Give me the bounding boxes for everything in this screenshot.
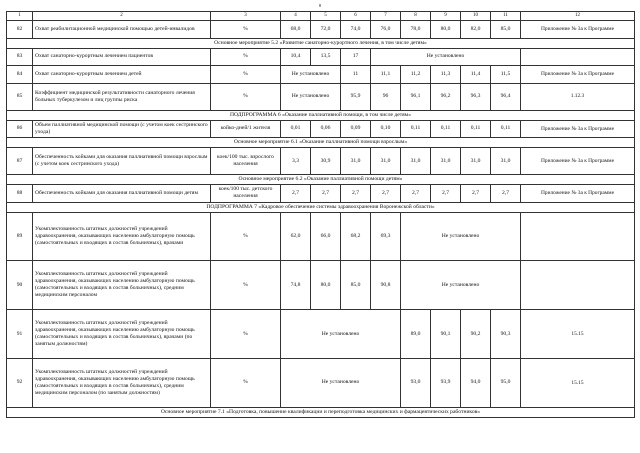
value-cell: 3,3 [281, 148, 311, 175]
section-row [7, 174, 635, 184]
section-row [7, 38, 635, 48]
value-cell: 2,7 [281, 184, 311, 202]
value-cell: 78,0 [401, 20, 431, 38]
value-cell: 0,01 [281, 120, 311, 138]
not-established-note: Не установлено [281, 84, 341, 111]
not-established-note: Не установлено [281, 66, 341, 84]
row-number: 91 [7, 310, 33, 359]
value-cell: 11,1 [371, 66, 401, 84]
indicator-name: Укомплектованность штатных должностей учреждений здравоохранения, оказывающих населению амбулаторную помощь (самостоятельных и входящих в состав больничных), средним медицинским персоналом (по занятым должностям) [33, 358, 211, 407]
indicator-name: Обеспеченность койками для оказания паллиативной помощи детям [33, 184, 211, 202]
header-cell: 1 [7, 12, 33, 21]
value-cell: 95,9 [341, 84, 371, 111]
indicator-name: Коэффициент медицинской результативности санаторного лечения больных туберкулезом и лиц группы риска [33, 84, 211, 111]
value-cell: 74,8 [281, 261, 311, 310]
row-number: 84 [7, 66, 33, 84]
value-cell: 2,7 [311, 184, 341, 202]
value-cell: 11,4 [461, 66, 491, 84]
row-number: 89 [7, 212, 33, 261]
value-cell: 2,7 [461, 184, 491, 202]
value-cell: 31,0 [431, 148, 461, 175]
value-cell: 0,06 [311, 120, 341, 138]
value-cell: 96,3 [461, 84, 491, 111]
value-cell: 0,11 [461, 120, 491, 138]
reference-cell: Приложение № 3а к Программе [521, 20, 635, 38]
row-number: 82 [7, 20, 33, 38]
value-cell: 0,11 [401, 120, 431, 138]
value-cell: 68,0 [281, 20, 311, 38]
indicator-name: Укомплектованность штатных должностей учреждений здравоохранения, оказывающих населению амбулаторную помощь (самостоятельных и входящих в состав больничных), врачами [33, 212, 211, 261]
section-title: Основное мероприятие 6.2 «Оказание паллиативной помощи детям» [7, 174, 635, 184]
header-cell: 2 [33, 12, 211, 21]
value-cell: 62,0 [281, 212, 311, 261]
value-cell: 0,10 [371, 120, 401, 138]
value-cell: 17 [341, 48, 371, 66]
unit-cell: % [211, 66, 281, 84]
row-number: 88 [7, 184, 33, 202]
not-established-note: Не установлено [371, 48, 521, 66]
value-cell: 31,0 [461, 148, 491, 175]
row-number: 87 [7, 148, 33, 175]
value-cell: 95,0 [491, 358, 521, 407]
header-cell: 12 [521, 12, 635, 21]
table-row [7, 120, 635, 138]
not-established-note: Не установлено [401, 261, 521, 310]
indicator-name: Охват санаторно-курортным лечением детей [33, 66, 211, 84]
value-cell: 68,2 [341, 212, 371, 261]
value-cell: 89,0 [401, 310, 431, 359]
reference-cell: 15.15 [521, 310, 635, 359]
indicator-name: Охват санаторно-курортным лечением пациентов [33, 48, 211, 66]
table-row [7, 310, 635, 359]
unit-cell: койко-дней/1 жителя [211, 120, 281, 138]
header-cell: 6 [341, 12, 371, 21]
unit-cell: % [211, 84, 281, 111]
value-cell: 13,5 [311, 48, 341, 66]
value-cell: 31,0 [401, 148, 431, 175]
value-cell: 90,3 [491, 310, 521, 359]
value-cell: 85,0 [341, 261, 371, 310]
value-cell: 74,0 [341, 20, 371, 38]
value-cell: 93,9 [431, 358, 461, 407]
unit-cell: % [211, 20, 281, 38]
table-row [7, 84, 635, 111]
unit-cell: коек/100 тыс. детского населения [211, 184, 281, 202]
row-number: 92 [7, 358, 33, 407]
reference-cell: 1.12.3 [521, 84, 635, 111]
indicator-name: Охват реабилитационной медицинской помощью детей-инвалидов [33, 20, 211, 38]
table-row [7, 48, 635, 66]
table-row [7, 261, 635, 310]
section-title: Основное мероприятие 6.1 «Оказание паллиативной помощи взрослым» [7, 138, 635, 148]
value-cell: 2,7 [431, 184, 461, 202]
table-row [7, 184, 635, 202]
table-row [7, 358, 635, 407]
header-cell: 4 [281, 12, 311, 21]
reference-cell: Приложение № 3а к Программе [521, 66, 635, 84]
value-cell: 90,8 [371, 261, 401, 310]
value-cell: 11 [341, 66, 371, 84]
table-row [7, 212, 635, 261]
value-cell: 10,4 [281, 48, 311, 66]
header-row [7, 12, 635, 21]
indicator-name: Объем паллиативной медицинской помощи (с учетом коек сестринского ухода) [33, 120, 211, 138]
header-cell: 10 [461, 12, 491, 21]
value-cell: 0,11 [491, 120, 521, 138]
reference-cell: 15.15 [521, 358, 635, 407]
value-cell: 96 [371, 84, 401, 111]
value-cell: 31,0 [371, 148, 401, 175]
value-cell: 2,7 [401, 184, 431, 202]
section-row [7, 202, 635, 212]
unit-cell: % [211, 212, 281, 261]
value-cell: 96,2 [431, 84, 461, 111]
value-cell: 72,0 [311, 20, 341, 38]
value-cell: 90,2 [461, 310, 491, 359]
reference-cell [521, 261, 635, 310]
unit-cell: коек/100 тыс. взрослого населения [211, 148, 281, 175]
not-established-note: Не установлено [281, 310, 401, 359]
value-cell: 90,1 [431, 310, 461, 359]
unit-cell: % [211, 261, 281, 310]
header-cell: 11 [491, 12, 521, 21]
reference-cell [521, 212, 635, 261]
header-cell: 5 [311, 12, 341, 21]
value-cell: 66,0 [311, 212, 341, 261]
indicator-name: Укомплектованность штатных должностей учреждений здравоохранения, оказывающих населению амбулаторную помощь (самостоятельных и входящих в состав больничных), врачами (по занятым должностям) [33, 310, 211, 359]
value-cell: 0,09 [341, 120, 371, 138]
value-cell: 76,0 [371, 20, 401, 38]
indicator-name: Укомплектованность штатных должностей учреждений здравоохранения, оказывающих населению амбулаторную помощь (самостоятельных и входящих в состав больничных), средним медицинским персоналом [33, 261, 211, 310]
table-row [7, 66, 635, 84]
value-cell: 96,4 [491, 84, 521, 111]
section-title: ПОДПРОГРАММА 7 «Кадровое обеспечение системы здравоохранения Воронежской области» [7, 202, 635, 212]
section-row [7, 110, 635, 120]
header-cell: 8 [401, 12, 431, 21]
value-cell: 80,0 [311, 261, 341, 310]
header-cell: 9 [431, 12, 461, 21]
reference-cell [521, 48, 635, 66]
section-title: Основное мероприятие 5.2 «Развитие санаторно-курортного лечения, в том числе детям» [7, 38, 635, 48]
row-number: 90 [7, 261, 33, 310]
reference-cell: Приложение № 3а к Программе [521, 184, 635, 202]
reference-cell: Приложение № 3а к Программе [521, 120, 635, 138]
row-number: 83 [7, 48, 33, 66]
row-number: 86 [7, 120, 33, 138]
section-row [7, 407, 635, 417]
table-row [7, 148, 635, 175]
section-row [7, 138, 635, 148]
unit-cell: % [211, 48, 281, 66]
value-cell: 93,0 [401, 358, 431, 407]
value-cell: 2,7 [491, 184, 521, 202]
value-cell: 31,0 [491, 148, 521, 175]
value-cell: 0,11 [431, 120, 461, 138]
header-cell: 7 [371, 12, 401, 21]
value-cell: 11,5 [491, 66, 521, 84]
not-established-note: Не установлено [401, 212, 521, 261]
value-cell: 85,0 [491, 20, 521, 38]
value-cell: 11,3 [431, 66, 461, 84]
unit-cell: % [211, 358, 281, 407]
page-number: 8 [318, 3, 322, 8]
value-cell: 82,0 [461, 20, 491, 38]
value-cell: 80,0 [431, 20, 461, 38]
indicator-name: Обеспеченность койками для оказания паллиативной помощи взрослым (с учетом коек сестринского ухода) [33, 148, 211, 175]
not-established-note: Не установлено [281, 358, 401, 407]
header-cell: 3 [211, 12, 281, 21]
unit-cell: % [211, 310, 281, 359]
value-cell: 31,0 [341, 148, 371, 175]
value-cell: 96,1 [401, 84, 431, 111]
reference-cell: Приложение № 3а к Программе [521, 148, 635, 175]
section-title: ПОДПРОГРАММА 6 «Оказание паллиативной помощи, в том числе детям» [7, 110, 635, 120]
value-cell: 2,7 [371, 184, 401, 202]
value-cell: 30,9 [311, 148, 341, 175]
row-number: 85 [7, 84, 33, 111]
value-cell: 94,0 [461, 358, 491, 407]
table-row [7, 20, 635, 38]
value-cell: 11,2 [401, 66, 431, 84]
value-cell: 69,3 [371, 212, 401, 261]
value-cell: 2,7 [341, 184, 371, 202]
section-title: Основное мероприятие 7.1 «Подготовка, повышение квалификации и переподготовка медицинских и фармацевтических работников» [7, 407, 635, 417]
indicators-table [6, 11, 635, 418]
